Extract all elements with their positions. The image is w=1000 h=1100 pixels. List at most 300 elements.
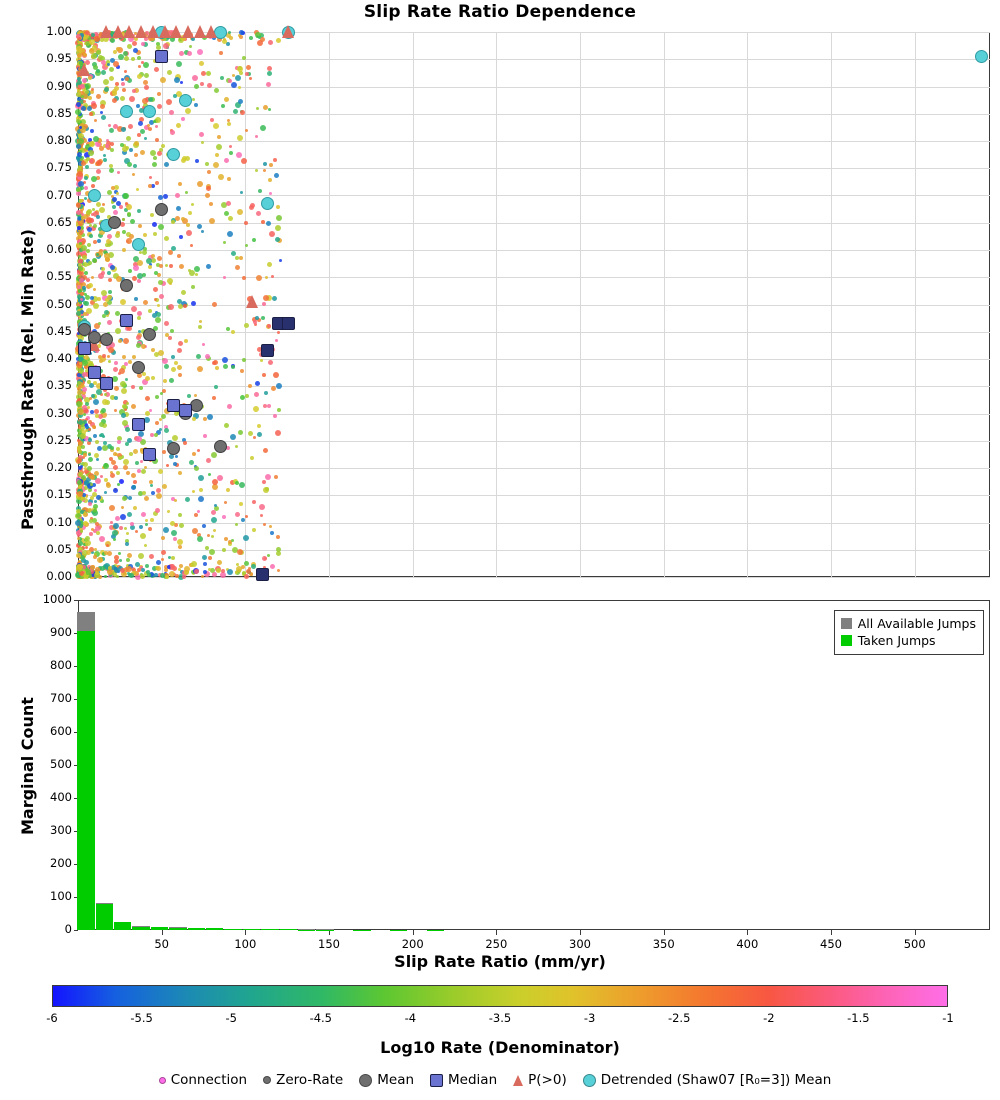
- p-gt-zero-point: [147, 25, 159, 38]
- histogram-bar: [96, 904, 113, 930]
- connection-point: [122, 218, 125, 221]
- connection-point: [255, 381, 260, 386]
- p-gt-zero-point: [205, 25, 217, 38]
- connection-point: [135, 562, 140, 567]
- median-point: [78, 342, 91, 355]
- connection-point: [149, 176, 152, 179]
- connection-point: [94, 548, 97, 551]
- histogram-legend-label: Taken Jumps: [857, 633, 936, 648]
- connection-point: [99, 536, 105, 542]
- connection-point: [155, 395, 159, 399]
- bottom-y-axis-title: Marginal Count: [18, 697, 37, 835]
- connection-point: [91, 184, 95, 188]
- connection-point: [212, 572, 217, 577]
- connection-point: [205, 546, 209, 550]
- connection-point: [123, 465, 128, 470]
- connection-point: [171, 556, 175, 560]
- bottom-x-tickmark: [496, 930, 497, 935]
- connection-point: [118, 552, 121, 555]
- histogram-bar: [206, 928, 223, 930]
- connection-point: [163, 379, 167, 383]
- connection-point: [93, 288, 96, 291]
- marker-legend-item: [583, 1072, 832, 1088]
- detrended-mean-point: [261, 197, 274, 210]
- top-y-tick-label: 0.65: [46, 214, 72, 229]
- connection-point: [192, 75, 198, 81]
- connection-point: [105, 298, 109, 302]
- top-y-tick-label: 0.85: [46, 105, 72, 120]
- connection-point: [271, 275, 274, 278]
- connection-point: [244, 323, 249, 328]
- connection-point: [231, 365, 235, 369]
- connection-point: [77, 171, 83, 177]
- gridline-horizontal: [78, 277, 990, 278]
- connection-point: [81, 106, 86, 111]
- mean-point: [155, 203, 168, 216]
- connection-point: [150, 433, 154, 437]
- connection-point: [101, 267, 105, 271]
- connection-point: [159, 418, 162, 421]
- connection-point: [96, 531, 100, 535]
- connection-point: [116, 47, 120, 51]
- connection-point: [155, 117, 161, 123]
- bottom-y-tick-label: 1000: [42, 592, 72, 606]
- connection-point: [263, 162, 267, 166]
- connection-point: [120, 568, 125, 573]
- connection-point: [160, 573, 165, 578]
- connection-point: [188, 211, 192, 215]
- dot-icon: [159, 1077, 166, 1084]
- connection-point: [125, 427, 130, 432]
- connection-point: [97, 239, 101, 243]
- histogram-bar: [353, 930, 370, 931]
- connection-point: [107, 569, 113, 575]
- histogram-legend-label: All Available Jumps: [857, 616, 976, 631]
- marker-legend-item: [513, 1072, 567, 1088]
- mean-point: [132, 361, 145, 374]
- connection-point: [253, 406, 259, 412]
- connection-point: [257, 424, 261, 428]
- connection-point: [84, 197, 87, 200]
- gridline-vertical: [580, 32, 581, 577]
- connection-point: [78, 472, 83, 477]
- histogram-bar: [169, 928, 186, 930]
- connection-point: [183, 441, 187, 445]
- connection-point: [102, 399, 108, 405]
- detrended-mean-point: [143, 105, 156, 118]
- connection-point: [145, 396, 150, 401]
- marker-legend-label: Mean: [377, 1072, 415, 1088]
- connection-point: [156, 488, 161, 493]
- connection-point: [154, 67, 159, 72]
- bottom-x-tick-label: 150: [318, 937, 340, 951]
- connection-point: [270, 564, 275, 569]
- connection-point: [238, 430, 243, 435]
- connection-point: [124, 362, 128, 366]
- connection-point: [250, 203, 255, 208]
- connection-point: [84, 186, 88, 190]
- connection-point: [80, 433, 86, 439]
- connection-point: [161, 536, 165, 540]
- connection-point: [184, 566, 190, 572]
- top-y-tick-label: 1.00: [46, 24, 72, 38]
- connection-point: [197, 510, 200, 513]
- connection-point: [131, 57, 135, 61]
- connection-point: [279, 259, 282, 262]
- connection-point: [76, 401, 82, 407]
- connection-point: [197, 449, 200, 452]
- connection-point: [239, 35, 243, 39]
- connection-point: [121, 127, 126, 132]
- connection-point: [144, 496, 149, 501]
- connection-point: [89, 532, 93, 536]
- connection-point: [254, 392, 259, 397]
- connection-point: [160, 77, 166, 83]
- connection-point: [122, 420, 128, 426]
- histogram-legend: [834, 610, 984, 655]
- connection-point: [191, 301, 196, 306]
- connection-point: [272, 296, 277, 301]
- connection-point: [95, 414, 99, 418]
- connection-point: [96, 94, 101, 99]
- connection-point: [265, 474, 271, 480]
- connection-point: [196, 354, 201, 359]
- bottom-x-tick-label: 400: [736, 937, 759, 951]
- connection-point: [170, 521, 175, 526]
- connection-point: [141, 568, 145, 572]
- connection-point: [250, 456, 254, 460]
- mean-point: [120, 279, 133, 292]
- dot-icon: [263, 1076, 271, 1084]
- connection-point: [102, 203, 105, 206]
- colorbar-title: Log10 Rate (Denominator): [380, 1038, 620, 1057]
- histogram-legend-item: [841, 632, 976, 649]
- connection-point: [156, 493, 162, 499]
- connection-point: [91, 276, 94, 279]
- connection-point: [195, 273, 198, 276]
- connection-point: [240, 191, 243, 194]
- connection-point: [169, 110, 174, 115]
- connection-point: [155, 508, 160, 513]
- colorbar-tick-label: -3.5: [488, 1011, 512, 1025]
- median-point: [282, 317, 295, 330]
- connection-point: [137, 56, 141, 60]
- connection-point: [206, 458, 211, 463]
- median-point: [179, 404, 192, 417]
- connection-point: [180, 81, 183, 84]
- connection-point: [197, 181, 203, 187]
- connection-point: [104, 478, 108, 482]
- connection-point: [137, 260, 143, 266]
- connection-point: [140, 533, 146, 539]
- connection-point: [104, 491, 107, 494]
- connection-point: [108, 347, 114, 353]
- connection-point: [153, 156, 157, 160]
- connection-point: [91, 213, 94, 216]
- median-point: [261, 344, 274, 357]
- connection-point: [121, 82, 125, 86]
- connection-point: [223, 364, 228, 369]
- connection-point: [125, 542, 129, 546]
- connection-point: [174, 499, 177, 502]
- connection-point: [114, 386, 119, 391]
- connection-point: [87, 227, 92, 232]
- bottom-y-tickmark: [74, 930, 78, 931]
- detrended-mean-point: [167, 148, 180, 161]
- connection-point: [176, 206, 181, 211]
- bottom-x-tick-label: 200: [401, 937, 424, 951]
- connection-point: [186, 230, 192, 236]
- connection-point: [217, 475, 223, 481]
- connection-point: [197, 536, 203, 542]
- connection-point: [96, 169, 101, 174]
- connection-point: [253, 436, 256, 439]
- connection-point: [137, 469, 141, 473]
- connection-point: [121, 388, 127, 394]
- connection-point: [115, 82, 119, 86]
- connection-point: [249, 77, 252, 80]
- connection-point: [85, 165, 89, 169]
- histogram-bar: [188, 928, 205, 930]
- connection-point: [235, 75, 241, 81]
- histogram-bar: [243, 929, 260, 930]
- connection-point: [261, 220, 265, 224]
- connection-point: [77, 491, 83, 497]
- connection-point: [134, 141, 139, 146]
- connection-point: [229, 151, 233, 155]
- connection-point: [141, 344, 146, 349]
- connection-point: [138, 121, 143, 126]
- connection-point: [76, 311, 81, 316]
- connection-point: [210, 118, 214, 122]
- top-y-tick-label: 0.00: [46, 569, 72, 583]
- median-point: [143, 448, 156, 461]
- connection-point: [81, 216, 85, 220]
- connection-point: [191, 203, 194, 206]
- connection-point: [100, 475, 103, 478]
- connection-point: [179, 564, 183, 568]
- connection-point: [125, 77, 129, 81]
- connection-point: [93, 399, 99, 405]
- p-gt-zero-point: [112, 25, 124, 38]
- histogram-bar: [151, 927, 168, 930]
- gridline-vertical: [496, 32, 497, 577]
- connection-point: [197, 366, 203, 372]
- connection-point: [90, 565, 95, 570]
- connection-point: [106, 239, 111, 244]
- connection-point: [83, 453, 87, 457]
- bottom-y-tick-label: 600: [50, 724, 72, 738]
- connection-point: [164, 428, 169, 433]
- gridline-vertical: [915, 32, 916, 577]
- connection-point: [244, 574, 249, 579]
- connection-point: [115, 328, 121, 334]
- connection-point: [276, 205, 280, 209]
- connection-point: [171, 355, 175, 359]
- connection-point: [90, 129, 94, 133]
- top-y-tick-label: 0.60: [46, 242, 72, 256]
- connection-point: [206, 264, 211, 269]
- top-y-tick-label: 0.20: [46, 460, 72, 474]
- connection-point: [222, 548, 226, 552]
- mean-point: [214, 440, 227, 453]
- connection-point: [80, 158, 83, 161]
- colorbar-tick-label: -2: [763, 1011, 775, 1025]
- connection-point: [231, 330, 235, 334]
- connection-point: [77, 446, 81, 450]
- connection-point: [239, 482, 245, 488]
- connection-point: [122, 146, 128, 152]
- top-y-tick-label: 0.30: [46, 405, 72, 420]
- connection-point: [133, 164, 137, 168]
- connection-point: [189, 270, 195, 276]
- top-y-tick-label: 0.25: [46, 432, 72, 447]
- p-gt-zero-point: [78, 63, 90, 76]
- connection-point: [243, 535, 249, 541]
- top-y-tick-label: 0.05: [46, 541, 72, 556]
- connection-point: [131, 473, 136, 478]
- connection-point: [112, 205, 116, 209]
- colorbar-tick-label: -5: [225, 1011, 237, 1025]
- connection-point: [137, 316, 141, 320]
- connection-point: [77, 434, 80, 437]
- connection-point: [100, 566, 105, 571]
- connection-point: [145, 523, 148, 526]
- bottom-x-tickmark: [747, 930, 748, 935]
- connection-point: [125, 442, 129, 446]
- connection-point: [192, 98, 195, 101]
- connection-point: [77, 53, 82, 58]
- connection-point: [88, 76, 92, 80]
- connection-point: [110, 521, 113, 524]
- marker-legend: [0, 1072, 1000, 1088]
- connection-point: [116, 575, 119, 578]
- connection-point: [113, 61, 119, 67]
- connection-point: [148, 527, 152, 531]
- top-y-tick-label: 0.90: [46, 78, 72, 93]
- connection-point: [140, 150, 145, 155]
- connection-point: [133, 449, 138, 454]
- bottom-x-tick-label: 350: [652, 937, 675, 951]
- bottom-x-axis-title: Slip Rate Ratio (mm/yr): [394, 952, 606, 971]
- connection-point: [102, 354, 106, 358]
- connection-point: [93, 303, 99, 309]
- connection-point: [194, 266, 200, 272]
- connection-point: [269, 192, 272, 195]
- connection-point: [84, 467, 87, 470]
- connection-point: [171, 246, 176, 251]
- connection-point: [222, 357, 228, 363]
- connection-point: [162, 484, 167, 489]
- p-gt-zero-point: [194, 25, 206, 38]
- connection-point: [141, 512, 146, 517]
- connection-point: [183, 304, 187, 308]
- connection-point: [90, 296, 94, 300]
- connection-point: [154, 298, 157, 301]
- connection-point: [77, 306, 80, 309]
- connection-point: [96, 253, 99, 256]
- histogram-bar: [427, 930, 444, 931]
- bottom-x-tick-label: 50: [154, 937, 169, 951]
- connection-point: [245, 72, 249, 76]
- connection-point: [79, 242, 82, 245]
- gridline-horizontal: [78, 168, 990, 169]
- connection-point: [203, 562, 207, 566]
- connection-point: [129, 148, 133, 152]
- connection-point: [216, 144, 222, 150]
- connection-point: [88, 438, 92, 442]
- connection-point: [108, 360, 111, 363]
- gridline-horizontal: [78, 223, 990, 224]
- gridline-vertical: [413, 32, 414, 577]
- connection-point: [262, 373, 266, 377]
- gridline-horizontal: [78, 114, 990, 115]
- connection-point: [136, 188, 139, 191]
- connection-point: [277, 569, 280, 572]
- connection-point: [112, 530, 118, 536]
- gridline-horizontal: [78, 414, 990, 415]
- connection-point: [262, 556, 267, 561]
- connection-point: [223, 241, 226, 244]
- colorbar-tick-label: -4: [404, 1011, 417, 1025]
- top-y-axis-title: Passthrough Rate (Rel. Min Rate): [18, 229, 37, 530]
- connection-point: [160, 392, 163, 395]
- connection-point: [80, 530, 83, 533]
- connection-point: [126, 558, 130, 562]
- connection-point: [276, 38, 281, 43]
- connection-point: [137, 209, 141, 213]
- connection-point: [217, 135, 221, 139]
- connection-point: [191, 285, 195, 289]
- bottom-x-tickmark: [915, 930, 916, 935]
- connection-point: [94, 119, 97, 122]
- p-gt-zero-point: [159, 25, 171, 38]
- connection-point: [80, 186, 84, 190]
- histogram-bar: [132, 927, 149, 930]
- connection-point: [161, 558, 164, 561]
- bottom-y-tick-label: 800: [50, 658, 72, 672]
- connection-point: [122, 230, 126, 234]
- connection-point: [137, 133, 141, 137]
- connection-point: [155, 125, 158, 128]
- connection-point: [252, 528, 256, 532]
- connection-point: [122, 248, 126, 252]
- connection-point: [174, 361, 178, 365]
- connection-point: [154, 573, 158, 577]
- connection-point: [82, 255, 87, 260]
- connection-point: [178, 513, 182, 517]
- connection-point: [226, 488, 230, 492]
- gridline-vertical: [664, 32, 665, 577]
- marker-legend-label: Zero-Rate: [276, 1072, 344, 1088]
- connection-point: [101, 408, 106, 413]
- connection-point: [98, 322, 101, 325]
- connection-point: [93, 509, 97, 513]
- connection-point: [242, 358, 246, 362]
- connection-point: [154, 271, 158, 275]
- connection-point: [205, 354, 210, 359]
- colorbar-tick-label: -2.5: [667, 1011, 691, 1025]
- connection-point: [269, 231, 275, 237]
- connection-point: [89, 112, 93, 116]
- connection-point: [85, 31, 89, 35]
- connection-point: [92, 45, 97, 50]
- connection-point: [78, 450, 82, 454]
- gridline-horizontal: [78, 59, 990, 60]
- connection-point: [85, 536, 90, 541]
- connection-point: [200, 82, 204, 86]
- connection-point: [113, 538, 116, 541]
